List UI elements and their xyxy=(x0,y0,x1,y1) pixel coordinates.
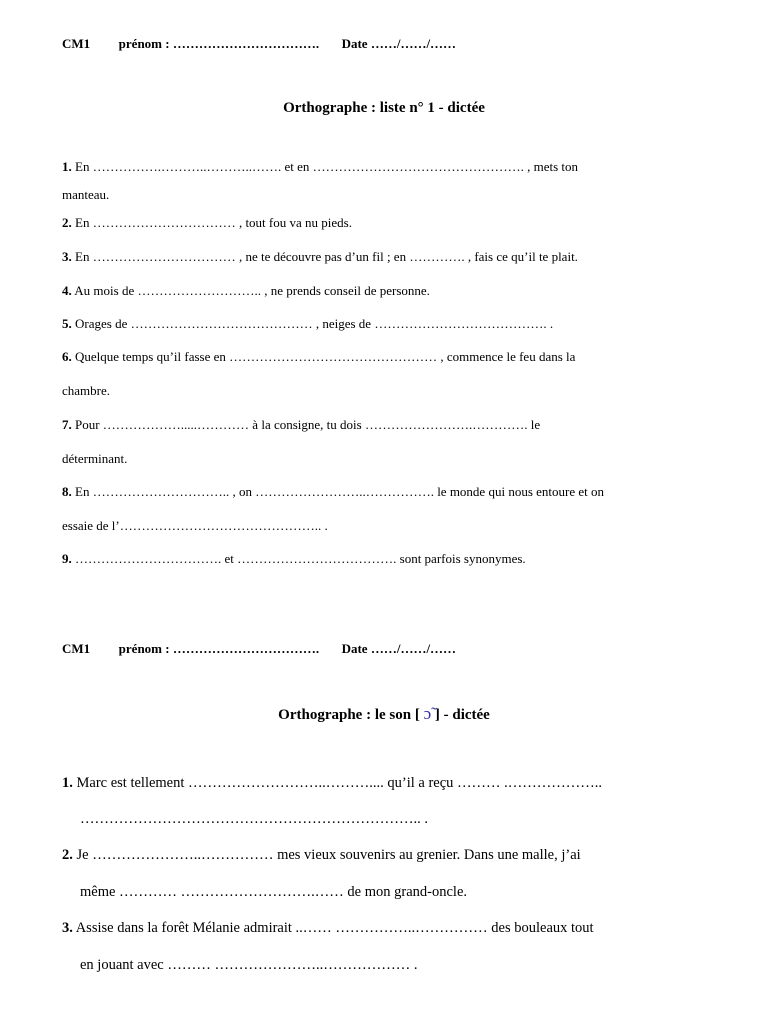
item-number: 4. xyxy=(62,283,72,298)
item-text: Orages de …………………………………… , neiges de …………………………………. . xyxy=(75,316,554,331)
sheet2-header xyxy=(62,641,456,657)
sheet2-item-3 xyxy=(62,920,594,937)
sheet2-item-2 xyxy=(62,847,581,864)
title-text-end: ] - dictée xyxy=(434,707,490,723)
item-text: Pour ……………….....………… à la consigne, tu dois …………………….…………. le xyxy=(75,417,541,432)
item-text: En …………………………… , ne te découvre pas d’un fil ; en …………. , fais ce qu’il te plait. xyxy=(75,249,578,264)
sheet1-header xyxy=(62,36,456,52)
item-text: Marc est tellement ………………………..……….... qu’il a reçu ……… .……………….. xyxy=(76,775,603,791)
class-label: CM1 xyxy=(62,641,91,656)
sheet1-item-8-cont: essaie de l’……………………………………….. . xyxy=(62,518,328,533)
sheet1-item-8 xyxy=(62,484,604,500)
sheet1-item-6 xyxy=(62,349,575,365)
sheet1-item-9 xyxy=(62,551,526,567)
date-field: Date ……/……/…… xyxy=(341,36,457,51)
sheet1-item-1-cont: manteau. xyxy=(62,187,110,202)
sheet2-item-1-cont: …………………………………………………………….. . xyxy=(80,811,428,827)
prenom-field: prénom : ……………………………. xyxy=(118,36,320,51)
item-number: 9. xyxy=(62,551,72,566)
item-number: 8. xyxy=(62,484,72,499)
sheet2-item-1 xyxy=(62,775,602,792)
item-number: 3. xyxy=(62,920,73,936)
item-number: 1. xyxy=(62,775,73,791)
sheet2-item-2-cont: même ………… ……………………….…… de mon grand-oncle. xyxy=(80,884,468,900)
title-text-start: Orthographe : le son [ xyxy=(278,707,420,723)
item-text: Je …………………..…………… mes vieux souvenirs au grenier. Dans une malle, j’ai xyxy=(76,847,581,863)
sheet2-item-3-cont: en jouant avec ……… …………………..……………… . xyxy=(80,957,418,973)
sheet1-item-7 xyxy=(62,417,540,433)
phonetic-symbol: ɔ̃ xyxy=(423,704,432,723)
item-text: En ………………………….. , on ……………………..……………. le monde qui nous entoure et on xyxy=(75,484,604,499)
sheet1-item-3 xyxy=(62,249,578,265)
sheet1-item-6-cont: chambre. xyxy=(62,383,111,398)
item-number: 6. xyxy=(62,349,72,364)
item-number: 2. xyxy=(62,215,72,230)
item-text: Assise dans la forêt Mélanie admirait ..…… ……………..…………… des bouleaux tout xyxy=(75,920,594,936)
sheet1-item-7-cont: déterminant. xyxy=(62,451,128,466)
item-text: Au mois de ……………………….. , ne prends conseil de personne. xyxy=(74,283,430,298)
item-number: 3. xyxy=(62,249,72,264)
sheet1-item-1 xyxy=(62,159,578,175)
date-field: Date ……/……/…… xyxy=(341,641,457,656)
item-text: En …………………………… , tout fou va nu pieds. xyxy=(75,215,352,230)
item-text: En …………….………..………..……. et en …………………………………………. , mets ton xyxy=(75,159,579,174)
sheet2-title xyxy=(0,704,768,724)
item-text: Quelque temps qu’il fasse en ………………………………………… , commence le feu dans la xyxy=(75,349,576,364)
item-number: 2. xyxy=(62,847,73,863)
sheet1-item-4 xyxy=(62,283,430,299)
item-number: 1. xyxy=(62,159,72,174)
item-text: ……………………………. et ………………………………. sont parfois synonymes. xyxy=(75,551,526,566)
sheet1-item-5 xyxy=(62,316,553,332)
prenom-field: prénom : ……………………………. xyxy=(118,641,320,656)
sheet1-title: Orthographe : liste n° 1 - dictée xyxy=(283,100,485,116)
item-number: 7. xyxy=(62,417,72,432)
item-number: 5. xyxy=(62,316,72,331)
class-label: CM1 xyxy=(62,36,91,51)
sheet1-item-2 xyxy=(62,215,352,231)
